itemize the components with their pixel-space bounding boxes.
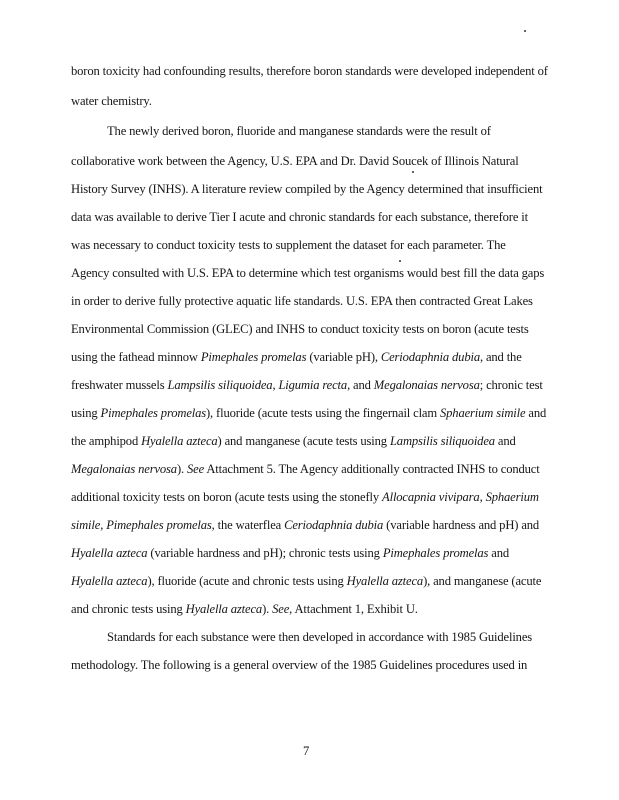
text-run: and xyxy=(494,434,516,448)
text-line xyxy=(71,94,551,108)
text-run: (variable pH), xyxy=(306,350,381,364)
text-run: Attachment 5. The Agency additionally contracted INHS to conduct xyxy=(204,462,540,476)
text-line xyxy=(71,322,551,336)
italic-species-name: Pimephales promelas xyxy=(200,350,307,364)
text-line xyxy=(107,630,551,644)
text-line xyxy=(71,462,551,476)
italic-species-name: Hyalella azteca xyxy=(141,434,218,448)
italic-species-name: Ligumia recta xyxy=(278,378,348,392)
text-run: , xyxy=(100,518,107,532)
text-line xyxy=(71,238,551,252)
italic-species-name: Lampsilis siliquoidea xyxy=(389,434,495,448)
text-line xyxy=(71,546,551,560)
italic-species-name: Sphaerium simile xyxy=(440,406,526,420)
text-run: collaborative work between the Agency, U.S. EPA and Dr. David Soucek of Illinois Natural xyxy=(71,154,519,168)
text-run: and xyxy=(525,406,547,420)
text-run: ). xyxy=(176,462,187,476)
text-run: was necessary to conduct toxicity tests to supplement the dataset for each parameter. The xyxy=(71,238,506,252)
italic-species-name: Allocapnia vivipara xyxy=(382,490,480,504)
italic-species-name: Hyalella azteca xyxy=(185,602,263,616)
italic-species-name: Sphaerium xyxy=(485,490,539,504)
italic-species-name: Pimephales promelas xyxy=(100,406,207,420)
text-run: freshwater mussels xyxy=(71,378,168,392)
text-line xyxy=(71,518,551,532)
text-line xyxy=(71,602,551,616)
text-run: ), and manganese (acute xyxy=(423,574,542,588)
text-run: using the fathead minnow xyxy=(71,350,201,364)
text-run: additional toxicity tests on boron (acute tests using the stonefly xyxy=(71,490,383,504)
text-run: Environmental Commission (GLEC) and INHS to conduct toxicity tests on boron (acute tests xyxy=(71,322,529,336)
text-line xyxy=(71,406,551,420)
italic-species-name: Lampsilis siliquoidea xyxy=(167,378,273,392)
text-run: (variable hardness and pH); chronic tests using xyxy=(147,546,383,560)
text-run: and chronic tests using xyxy=(71,602,186,616)
text-run: and xyxy=(488,546,510,560)
text-run: in order to derive fully protective aquatic life standards. U.S. EPA then contracted Great Lakes xyxy=(71,294,533,308)
text-run: History Survey (INHS). A literature review compiled by the Agency determined that insufficient xyxy=(71,182,543,196)
italic-species-name: Ceriodaphnia dubia xyxy=(284,518,384,532)
text-run: , and xyxy=(347,378,374,392)
text-line xyxy=(71,434,551,448)
italic-species-name: See xyxy=(272,602,290,616)
text-run: , and the xyxy=(479,350,522,364)
text-run: , xyxy=(272,378,279,392)
text-line xyxy=(71,266,551,280)
text-line xyxy=(71,378,551,392)
text-line xyxy=(71,350,551,364)
italic-species-name: simile xyxy=(71,518,101,532)
italic-species-name: Hyalella azteca xyxy=(71,546,148,560)
scan-speck xyxy=(524,30,526,32)
text-run: ; chronic test xyxy=(479,378,543,392)
text-line xyxy=(71,574,551,588)
text-line xyxy=(107,124,551,138)
text-run: , Attachment 1, Exhibit U. xyxy=(289,602,418,616)
text-run: the amphipod xyxy=(71,434,142,448)
italic-species-name: See xyxy=(186,462,205,476)
text-line xyxy=(71,154,551,168)
italic-species-name: Megalonaias nervosa xyxy=(373,378,480,392)
scan-speck xyxy=(412,171,414,173)
text-run: , xyxy=(479,490,486,504)
page-number: 7 xyxy=(303,744,310,758)
italic-species-name: Megalonaias nervosa xyxy=(71,462,177,476)
text-line xyxy=(71,658,551,672)
text-run: , the waterflea xyxy=(211,518,285,532)
text-run: ), fluoride (acute tests using the fingernail clam xyxy=(206,406,441,420)
text-line xyxy=(71,182,551,196)
text-run: The newly derived boron, fluoride and manganese standards were the result of xyxy=(107,124,491,138)
italic-species-name: Pimephales promelas xyxy=(106,518,212,532)
text-run: water chemistry. xyxy=(71,94,152,108)
text-run: (variable hardness and pH) and xyxy=(383,518,540,532)
italic-species-name: Ceriodaphnia dubia xyxy=(380,350,480,364)
text-run: ), fluoride (acute and chronic tests using xyxy=(147,574,347,588)
text-run: Agency consulted with U.S. EPA to determine which test organisms would best fill the data gaps xyxy=(71,266,545,280)
italic-species-name: Pimephales promelas xyxy=(382,546,489,560)
text-line xyxy=(71,294,551,308)
text-run: methodology. The following is a general overview of the 1985 Guidelines procedures used in xyxy=(71,658,528,672)
text-run: Standards for each substance were then developed in accordance with 1985 Guidelines xyxy=(107,630,533,644)
text-run: ) and manganese (acute tests using xyxy=(217,434,390,448)
text-line xyxy=(71,490,551,504)
text-line xyxy=(71,210,551,224)
text-run: boron toxicity had confounding results, therefore boron standards were developed independent of xyxy=(71,64,548,78)
text-run: data was available to derive Tier I acute and chronic standards for each substance, therefore it xyxy=(71,210,528,224)
text-run: ). xyxy=(262,602,273,616)
italic-species-name: Hyalella azteca xyxy=(71,574,148,588)
scan-speck xyxy=(399,260,401,262)
text-run: using xyxy=(71,406,101,420)
text-line xyxy=(71,64,551,78)
italic-species-name: Hyalella azteca xyxy=(346,574,424,588)
